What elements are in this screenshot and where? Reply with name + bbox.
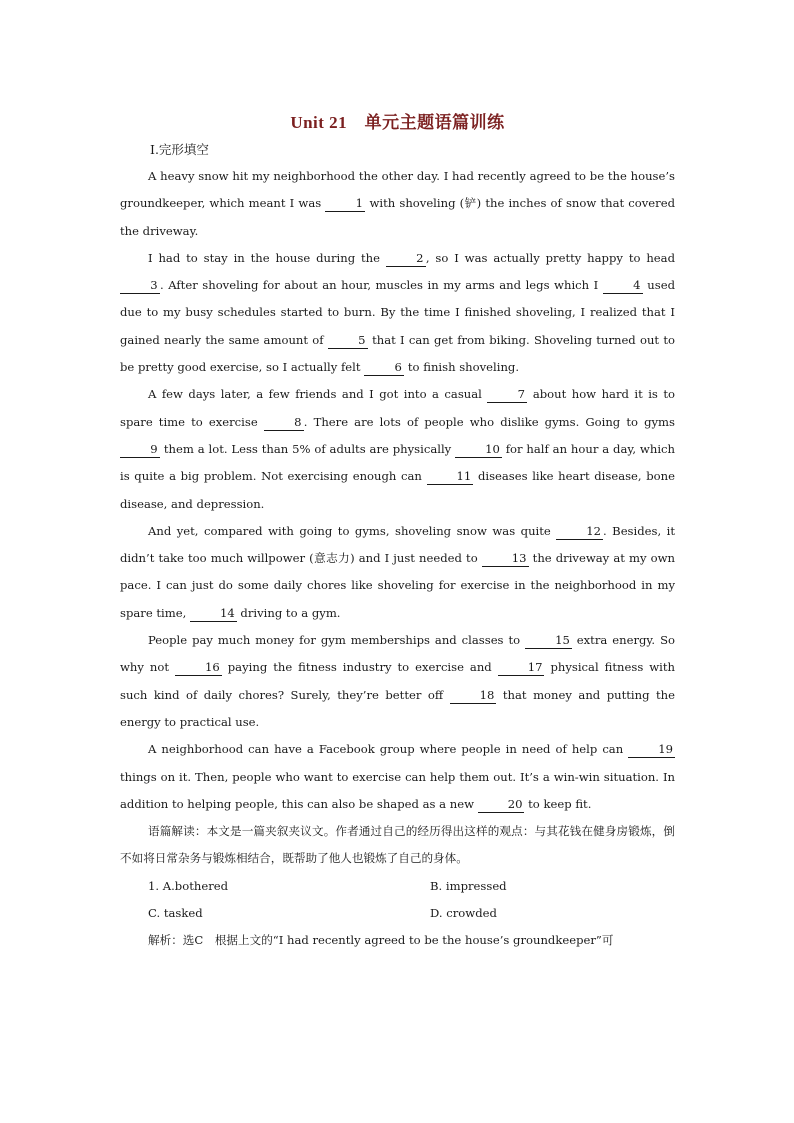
option-c: C. tasked — [148, 906, 203, 921]
cloze-blank: 1 — [325, 196, 365, 212]
cloze-blank: 9 — [120, 442, 160, 458]
passage-text: paying the fitness industry to exercise and — [221, 660, 498, 675]
cloze-blank: 15 — [525, 633, 572, 649]
passage-text: them a lot. Less than 5% of adults are physically — [160, 441, 456, 456]
passage-text: for half an hour a day, which is quite a big problem. Not exercising enough can — [120, 441, 675, 484]
page-title: Unit 21 单元主题语篇训练 — [290, 113, 505, 132]
passage-text: People pay much money for gym memberships and classes to — [148, 633, 526, 648]
option-a: 1. A.bothered — [148, 878, 229, 893]
passage-text: A heavy snow hit my neighborhood the other day. I had recently agreed to be the house’s groundkeeper, which meant I was — [120, 169, 675, 211]
cloze-blank: 2 — [386, 251, 426, 267]
passage-text: the driveway at my own pace. I can just do some daily chores like shoveling for exercise in the neighborhood in my spare time, — [120, 551, 675, 620]
passage-text: used due to my busy schedules started to burn. By the time I finished shoveling, I realized that I gained nearly the same amount of — [120, 278, 675, 347]
cloze-blank: 8 — [264, 415, 304, 431]
cloze-blank: 5 — [328, 333, 368, 349]
cloze-blank: 17 — [498, 660, 545, 676]
cloze-blank: 4 — [603, 278, 643, 294]
question-1-options — [120, 873, 675, 928]
cloze-blank: 13 — [482, 551, 529, 567]
answer-explanation: 解析：选C 根据上文的“I had recently agreed to be the house’s groundkeeper”可 — [148, 933, 614, 948]
passage-text: to finish shoveling. — [404, 360, 520, 375]
passage-text: extra energy. So why not — [120, 633, 675, 675]
passage-paragraph — [120, 627, 675, 736]
passage-text: things on it. Then, people who want to exercise can help them out. It’s a win-win situation. In addition to helping people, this can also be shaped as a new — [120, 769, 675, 811]
passage-text: . There are lots of people who dislike gyms. Going to gyms — [303, 414, 675, 429]
passage-paragraph — [120, 163, 675, 245]
passage-text: A neighborhood can have a Facebook group where people in need of help can — [148, 742, 629, 757]
cloze-blank: 20 — [478, 797, 525, 813]
passage-text: that I can get from biking. Shoveling turned out to be pretty good exercise, so I actually felt — [120, 332, 675, 375]
passage-paragraph — [120, 381, 675, 517]
passage-text: about how hard it is to spare time to exercise — [120, 387, 675, 429]
passage-text: And yet, compared with going to gyms, shoveling snow was quite — [148, 523, 557, 538]
cloze-blank: 7 — [487, 387, 527, 403]
cloze-blank: 3 — [120, 278, 160, 294]
passage-text: to keep fit. — [524, 796, 592, 811]
passage-text: I had to stay in the house during the — [148, 250, 386, 265]
cloze-blank: 14 — [190, 606, 237, 622]
section-heading: Ⅰ.完形填空 — [150, 142, 209, 157]
cloze-passage — [120, 163, 675, 818]
passage-analysis: 语篇解读：本文是一篇夹叙夹议文。作者通过自己的经历得出这样的观点：与其花钱在健身房锻炼，倒不如将日常杂务与锻炼相结合，既帮助了他人也锻炼了自己的身体。 — [120, 824, 675, 866]
passage-text: . Besides, it didn’t take too much willpower (意志力) and I just needed to — [120, 523, 675, 566]
passage-text: driving to a gym. — [236, 605, 341, 620]
option-b: B. impressed — [430, 878, 507, 893]
passage-text: A few days later, a few friends and I got into a casual — [148, 387, 488, 402]
passage-text: that money and putting the energy to practical use. — [120, 687, 675, 729]
cloze-blank: 18 — [450, 688, 497, 704]
option-d: D. crowded — [430, 906, 497, 921]
cloze-blank: 11 — [427, 469, 474, 485]
passage-text: diseases like heart disease, bone disease, and depression. — [120, 469, 675, 511]
passage-paragraph — [120, 245, 675, 381]
cloze-blank: 6 — [364, 360, 404, 376]
passage-paragraph — [120, 736, 675, 818]
cloze-blank: 10 — [455, 442, 502, 458]
cloze-blank: 12 — [556, 524, 603, 540]
cloze-blank: 19 — [628, 742, 675, 758]
passage-text: , so I was actually pretty happy to head — [425, 250, 675, 265]
passage-paragraph — [120, 518, 675, 627]
passage-text: with shoveling (铲) the inches of snow that covered the driveway. — [120, 196, 675, 238]
document-page — [120, 100, 675, 955]
cloze-blank: 16 — [175, 660, 222, 676]
passage-text: physical fitness with such kind of daily chores? Surely, they’re better off — [120, 660, 676, 702]
passage-text: . After shoveling for about an hour, muscles in my arms and legs which I — [160, 278, 603, 293]
